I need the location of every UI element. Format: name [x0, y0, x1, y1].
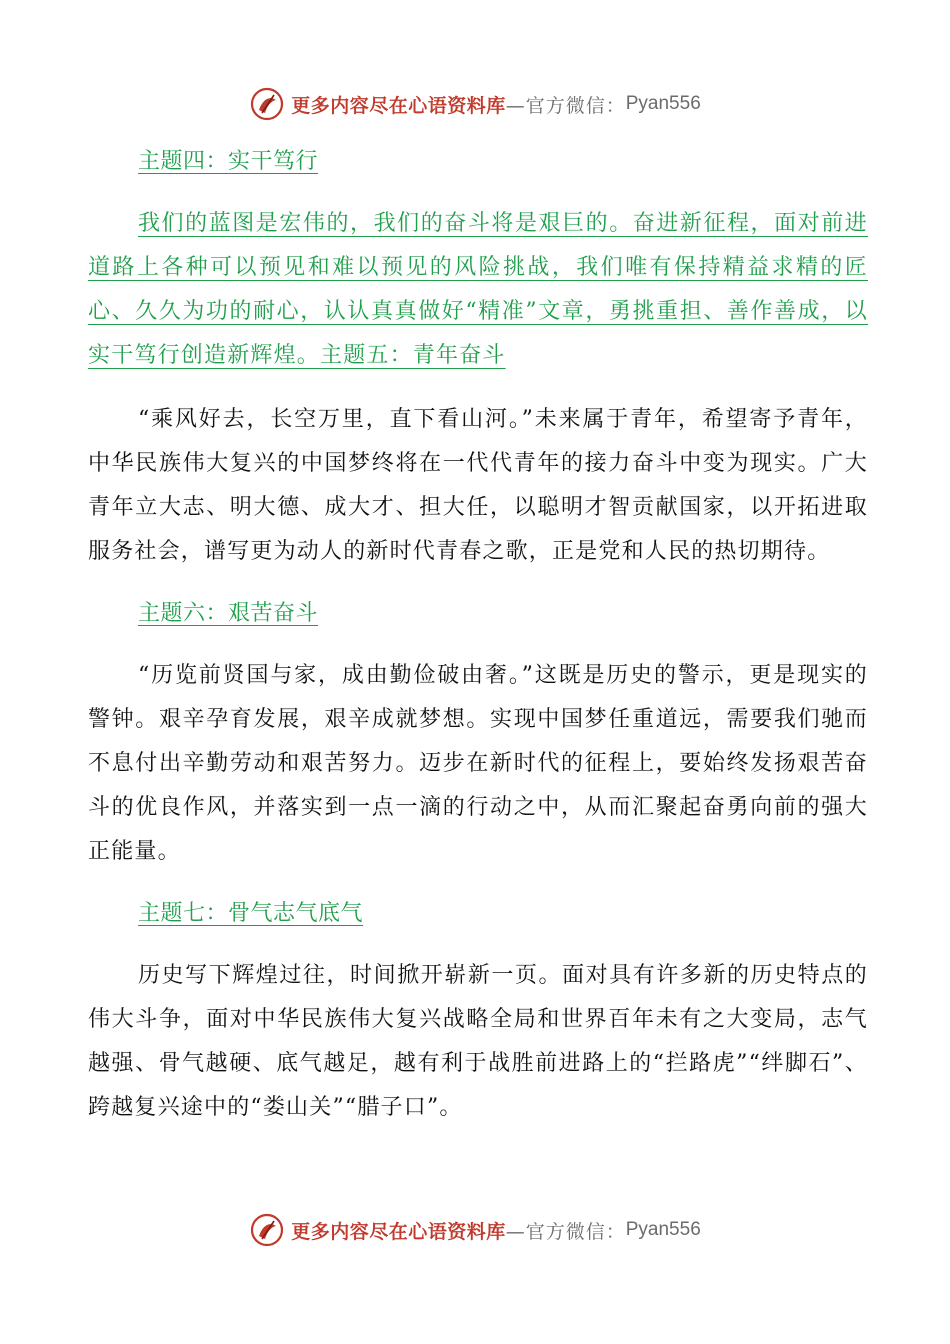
section-paragraph-6: “历览前贤国与家，成由勤俭破由奢。”这既是历史的警示，更是现实的警钟。艰辛孕育发展，艰辛成就梦想。实现中国梦任重道远，需要我们驰而不息付出辛勤劳动和艰苦努力。迈步在新时代的征程上，要始终发扬艰苦奋斗的优良作风，并落实到一点一滴的行动之中，从而汇聚起奋勇向前的强大正能量。: [88, 663, 868, 864]
section-paragraph-5: “乘风好去，长空万里，直下看山河。”未来属于青年，希望寄予青年，中华民族伟大复兴的中国梦终将在一代代青年的接力奋斗中变为现实。广大青年立大志、明大德、成大才、担大任，以聪明才智贡献国家，以开拓进取服务社会，谱写更为动人的新时代青春之歌，正是党和人民的热切期待。: [88, 407, 868, 564]
brand-logo-icon: [249, 1212, 285, 1248]
header-banner: [0, 82, 950, 126]
section-paragraph-4: 我们的蓝图是宏伟的，我们的奋斗将是艰巨的。奋进新征程，面对前进道路上各种可以预见和难以预见的风险挑战，我们唯有保持精益求精的匠心、久久为功的耐心，认认真真做好“精准”文章，勇挑重担、善作善成，以实干笃行创造新辉煌。主题五：青年奋斗: [88, 211, 868, 368]
section-heading-4: 主题四：实干笃行: [138, 149, 319, 174]
header-account-text: Pyan556: [625, 93, 701, 114]
footer-official-text: —官方微信：: [505, 1220, 626, 1243]
footer-account-text: Pyan556: [625, 1219, 701, 1240]
document-body: [88, 140, 868, 1148]
section-heading-6: 主题六：艰苦奋斗: [138, 601, 319, 626]
section-paragraph-7: 历史写下辉煌过往，时间掀开崭新一页。面对具有许多新的历史特点的伟大斗争，面对中华民族伟大复兴战略全局和世界百年未有之大变局，志气越强、骨气越硬、底气越足，越有利于战胜前进路上的“拦路虎”“绊脚石”、跨越复兴途中的“娄山关”“腊子口”。: [88, 963, 868, 1120]
section-heading-7: 主题七：骨气志气底气: [138, 901, 364, 926]
header-brand-text: 更多内容尽在心语资料库: [291, 94, 506, 117]
footer-brand-text: 更多内容尽在心语资料库: [291, 1220, 506, 1243]
header-official-text: —官方微信：: [505, 94, 626, 117]
footer-banner: [0, 1208, 950, 1252]
brand-logo-icon: [249, 86, 285, 122]
